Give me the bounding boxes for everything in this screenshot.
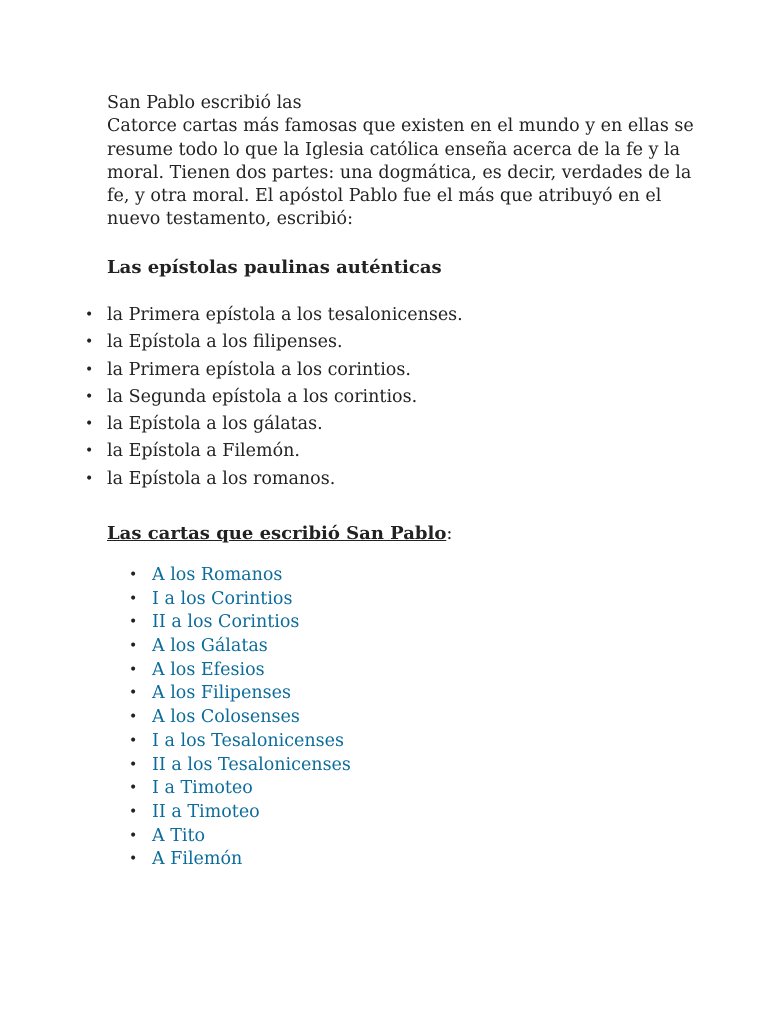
list-item <box>0 564 700 588</box>
list-item <box>0 825 700 849</box>
list-item <box>0 801 700 825</box>
bullet-icon: • <box>129 827 138 844</box>
list-item <box>0 848 700 872</box>
list-item <box>0 611 700 635</box>
letter-link[interactable]: A los Filipenses <box>152 683 291 704</box>
list-item <box>0 467 700 494</box>
bullet-icon: • <box>129 590 138 607</box>
letter-link[interactable]: I a Timoteo <box>152 778 253 799</box>
list-item <box>0 730 700 754</box>
bullet-icon: • <box>85 388 94 405</box>
bullet-icon: • <box>129 567 138 583</box>
letter-link[interactable]: I a los Tesalonicenses <box>152 730 344 751</box>
bullet-icon: • <box>129 709 138 726</box>
list-item <box>0 412 700 439</box>
list-item-text: la Epístola a Filemón. <box>107 441 300 462</box>
bullet-icon: • <box>129 732 138 749</box>
bullet-icon: • <box>85 307 94 323</box>
list-item <box>0 330 700 357</box>
letter-link[interactable]: II a los Tesalonicenses <box>152 754 351 775</box>
letters-heading-colon: : <box>446 523 453 544</box>
list-item-text: la Segunda epístola a los corintios. <box>107 386 418 407</box>
letters-heading-text: Las cartas que escribió San Pablo <box>107 523 447 544</box>
bullet-icon: • <box>129 661 138 678</box>
bullet-icon: • <box>129 685 138 702</box>
bullet-icon: • <box>85 361 94 378</box>
list-item-text: la Epístola a los gálatas. <box>107 414 323 435</box>
intro-paragraph: Catorce cartas más famosas que existen en el mundo y en ellas se resume todo lo que la Iglesia católica enseña acerca de la fe y la moral. Tienen dos partes: una dogmática, es decir, verdades de la fe, y otra moral. El apóstol Pablo fue el más que atribuyó en el nuevo testamento, escribió: <box>107 116 694 230</box>
letter-link[interactable]: A los Gálatas <box>152 636 268 657</box>
letters-heading <box>107 522 452 546</box>
list-item <box>0 358 700 385</box>
letter-link[interactable]: II a Timoteo <box>152 801 260 822</box>
list-item <box>0 659 700 683</box>
bullet-icon: • <box>129 638 138 655</box>
list-item-text: la Primera epístola a los tesalonicenses. <box>107 305 463 325</box>
bullet-icon: • <box>85 416 94 433</box>
list-item <box>0 635 700 659</box>
letter-link[interactable]: A los Colosenses <box>152 707 300 728</box>
bullet-icon: • <box>129 756 138 773</box>
bullet-icon: • <box>129 614 138 631</box>
bullet-icon: • <box>129 803 138 820</box>
intro-text <box>107 92 707 232</box>
list-item <box>0 682 700 706</box>
list-item <box>0 706 700 730</box>
authentic-epistles-list <box>0 303 700 494</box>
letter-link[interactable]: II a los Corintios <box>152 612 300 633</box>
letter-link[interactable]: A Filemón <box>152 849 243 870</box>
intro-first-line: San Pablo escribió las <box>107 93 302 113</box>
list-item <box>0 303 700 330</box>
bullet-icon: • <box>85 443 94 460</box>
letter-link[interactable]: A los Romanos <box>152 565 283 585</box>
list-item <box>0 439 700 466</box>
list-item <box>0 588 700 612</box>
letter-link[interactable]: A los Efesios <box>152 659 265 680</box>
authentic-epistles-heading: Las epístolas paulinas auténticas <box>107 257 442 278</box>
list-item <box>0 777 700 801</box>
list-item-text: la Epístola a los filipenses. <box>107 332 343 353</box>
bullet-icon: • <box>129 851 138 868</box>
letters-list <box>0 564 700 872</box>
bullet-icon: • <box>85 334 94 351</box>
letter-link[interactable]: A Tito <box>152 825 206 846</box>
list-item <box>0 385 700 412</box>
list-item-text: la Epístola a los romanos. <box>107 468 336 489</box>
list-item <box>0 754 700 778</box>
bullet-icon: • <box>129 780 138 797</box>
letter-link[interactable]: I a los Corintios <box>152 588 293 609</box>
list-item-text: la Primera epístola a los corintios. <box>107 359 411 380</box>
bullet-icon: • <box>85 470 94 487</box>
